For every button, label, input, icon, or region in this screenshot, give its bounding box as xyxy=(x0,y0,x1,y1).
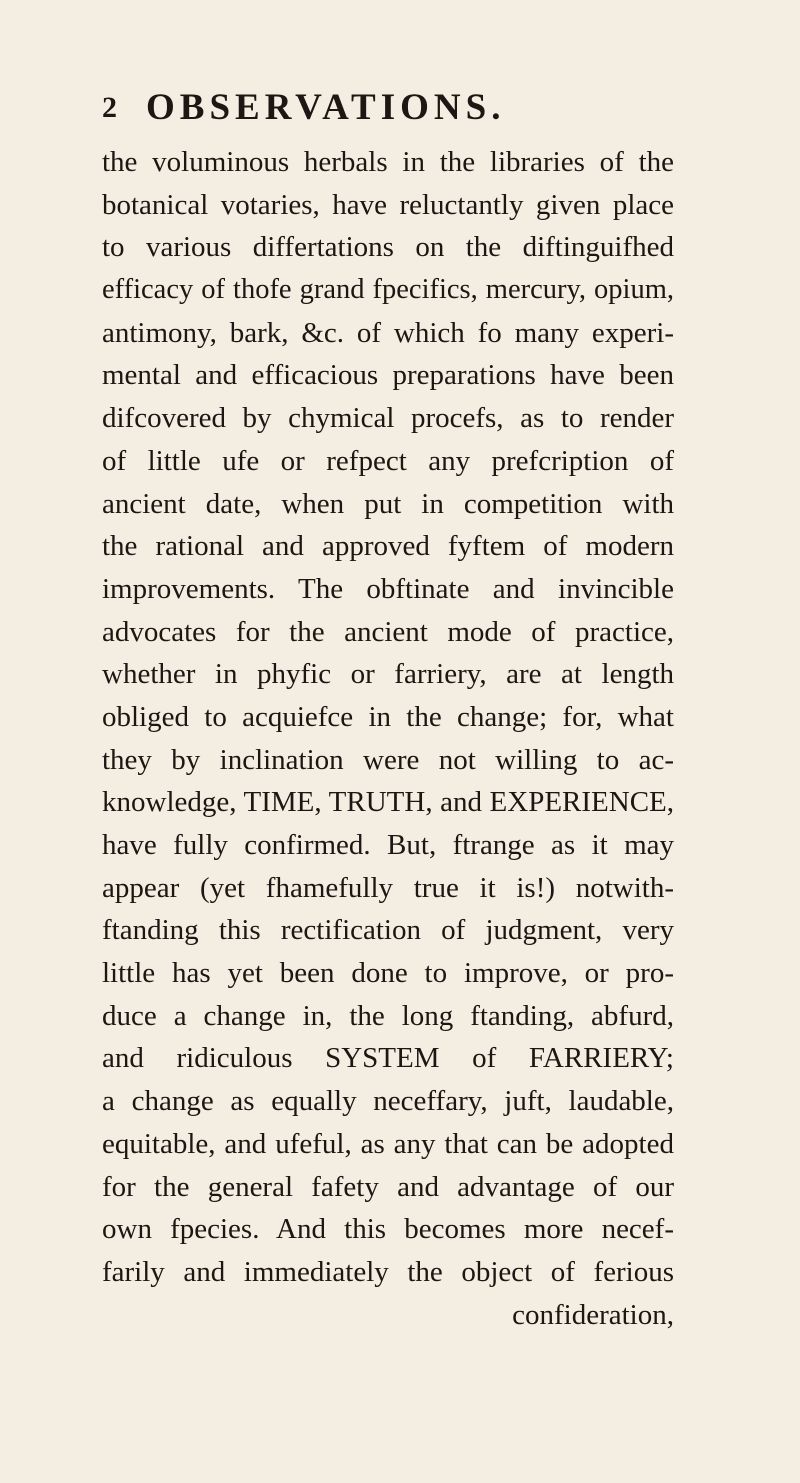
text-line: advocates for the ancient mode of practice, xyxy=(102,615,674,648)
text-line: for the general fafety and advantage of our xyxy=(102,1170,674,1203)
text-line: mental and efficacious preparations have been xyxy=(102,359,674,392)
running-head: OBSERVATIONS. xyxy=(146,87,506,128)
text-line: improvements. The obftinate and invincible xyxy=(102,572,674,605)
page-number: 2 xyxy=(102,91,117,124)
body-text xyxy=(102,141,674,1336)
text-line: own fpecies. And this becomes more necef- xyxy=(102,1213,674,1246)
text-line: they by inclination were not willing to ac- xyxy=(102,743,674,776)
text-line: and ridiculous SYSTEM of FARRIERY; xyxy=(102,1042,674,1075)
text-line: farily and immediately the object of ferious xyxy=(102,1255,674,1288)
text-line: have fully confirmed. But, ftrange as it may xyxy=(102,829,674,861)
text-line: appear (yet fhamefully true it is!) notwith- xyxy=(102,871,674,904)
text-line: of little ufe or refpect any prefcription of xyxy=(102,444,674,477)
text-line: the rational and approved fyftem of modern xyxy=(102,530,674,563)
text-line: little has yet been done to improve, or pro- xyxy=(102,957,674,990)
text-line: difcovered by chymical procefs, as to render xyxy=(102,402,674,435)
text-line: antimony, bark, &c. of which fo many experi- xyxy=(102,316,674,349)
text-line: ancient date, when put in competition with xyxy=(102,487,674,520)
text-line: to various differtations on the diftinguifhed xyxy=(102,231,674,264)
text-line: whether in phyfic or farriery, are at length xyxy=(102,658,674,691)
text-line: a change as equally neceffary, juft, laudable, xyxy=(102,1085,674,1118)
page-header xyxy=(0,86,800,130)
text-line: obliged to acquiefce in the change; for, what xyxy=(102,700,674,733)
text-line: duce a change in, the long ftanding, abfurd, xyxy=(102,999,674,1032)
text-line: efficacy of thofe grand fpecifics, mercury, opium, xyxy=(102,274,674,306)
text-line: botanical votaries, have reluctantly given place xyxy=(102,188,674,221)
text-line-catchword: confideration, xyxy=(512,1298,674,1331)
text-line: knowledge, TIME, TRUTH, and EXPERIENCE, xyxy=(102,786,674,819)
text-line: equitable, and ufeful, as any that can be adopted xyxy=(102,1127,674,1160)
text-line: ftanding this rectification of judgment, very xyxy=(102,914,674,947)
text-line: the voluminous herbals in the libraries of the xyxy=(102,146,674,178)
